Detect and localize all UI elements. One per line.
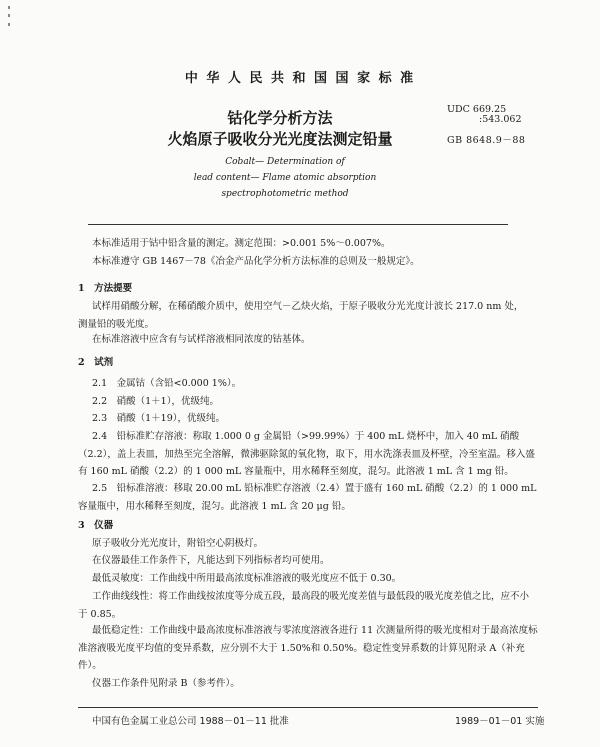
standard-header: 中 华 人 民 共 和 国 国 家 标 准 [184,71,416,86]
udc-code: UDC 669.25 [447,104,507,115]
gb-code: GB 8648.9－88 [447,135,526,146]
margin-mark [8,6,10,9]
udc-code-suffix: :543.062 [479,114,522,125]
title-cn-line2: 火焰原子吸收分光光度法测定铅量 [167,130,393,148]
footer-divider [78,707,538,708]
reagent-item: 2.2 硝酸（1＋1），优级纯。 [92,396,219,407]
title-cn-line1: 钴化学分析方法 [227,109,333,127]
stability-paragraph: 最低稳定性：工作曲线中最高浓度标准溶液与零浓度溶液各进行 11 次测量所得的吸光度相对于最高浓度标准溶液吸光度平均值的变异系数，应分别不大于 1.50%和 0.50%。稳定性变异系数的计算见附录 A（补充件）。 [78,625,538,671]
instrument-paragraph: 在仪器最佳工作条件下，凡能达到下列指标者均可使用。 [92,555,330,566]
reagent-item: 2.5 铅标准溶液：移取 20.00 mL 铅标准贮存溶液（2.4）置于盛有 160 mL 硝酸（2.2）的 1 000 mL 容量瓶中，用水稀释至刻度，混匀。此溶液 1 mL 含 20 μg 铅。 [78,483,537,512]
method-paragraph: 试样用硝酸分解，在稀硝酸介质中，使用空气－乙炔火焰，于原子吸收分光光度计波长 217.0 nm 处，测量铅的吸光度。 [78,301,524,330]
conditions-paragraph: 仪器工作条件见附录 B（参考件）。 [92,678,240,689]
compliance-paragraph: 本标准遵守 GB 1467－78《冶金产品化学分析方法标准的总则及一般规定》。 [92,256,420,267]
title-en-line1: Cobalt— Determination of [225,157,345,167]
scope-paragraph: 本标准适用于钴中铅含量的测定。测定范围：>0.001 5%～0.007%。 [92,238,391,249]
reagent-item: 2.3 硝酸（1＋19），优级纯。 [92,413,225,424]
reagent-item: 2.4 铅标准贮存溶液：称取 1.000 0 g 金属铅（>99.99%）于 400 mL 烧杯中，加入 40 mL 硝酸（2.2），盖上表皿，加热至完全溶解，微沸驱除氮的氧化物，取下，用水洗涤表皿及杯壁，冷至室温。移入盛有 160 mL 硝酸（2.2）的 1 000 mL 容量瓶中，用水稀释至刻度，混匀。此溶液 1 mL 含 1 mg 铅。 [78,431,535,477]
section-3-heading: 3 仪器 [78,520,114,531]
approval-date: 中国有色金属工业总公司 1988－01－11 批准 [92,716,289,727]
matrix-paragraph: 在标准溶液中应含有与试样溶液相同浓度的钴基体。 [92,334,311,345]
linearity-paragraph: 工作曲线线性：将工作曲线按浓度等分成五段，最高段的吸光度差值与最低段的吸光度差值之比，应不小于 0.85。 [78,591,530,620]
reagent-item: 2.1 金属钴（含铅<0.000 1%）。 [92,378,242,389]
effective-date: 1989－01－01 实施 [455,716,545,727]
instrument-paragraph: 原子吸收分光光度计，附铅空心阴极灯。 [92,538,264,549]
section-1-heading: 1 方法提要 [78,283,133,294]
margin-mark [8,23,10,26]
title-en-line3: spectrophotometric method [221,189,349,199]
title-en-line2: lead content— Flame atomic absorption [193,173,377,183]
title-divider [88,224,508,225]
sensitivity-paragraph: 最低灵敏度：工作曲线中所用最高浓度标准溶液的吸光度应不低于 0.30。 [92,573,402,584]
margin-mark [8,14,10,17]
section-2-heading: 2 试剂 [78,357,114,368]
